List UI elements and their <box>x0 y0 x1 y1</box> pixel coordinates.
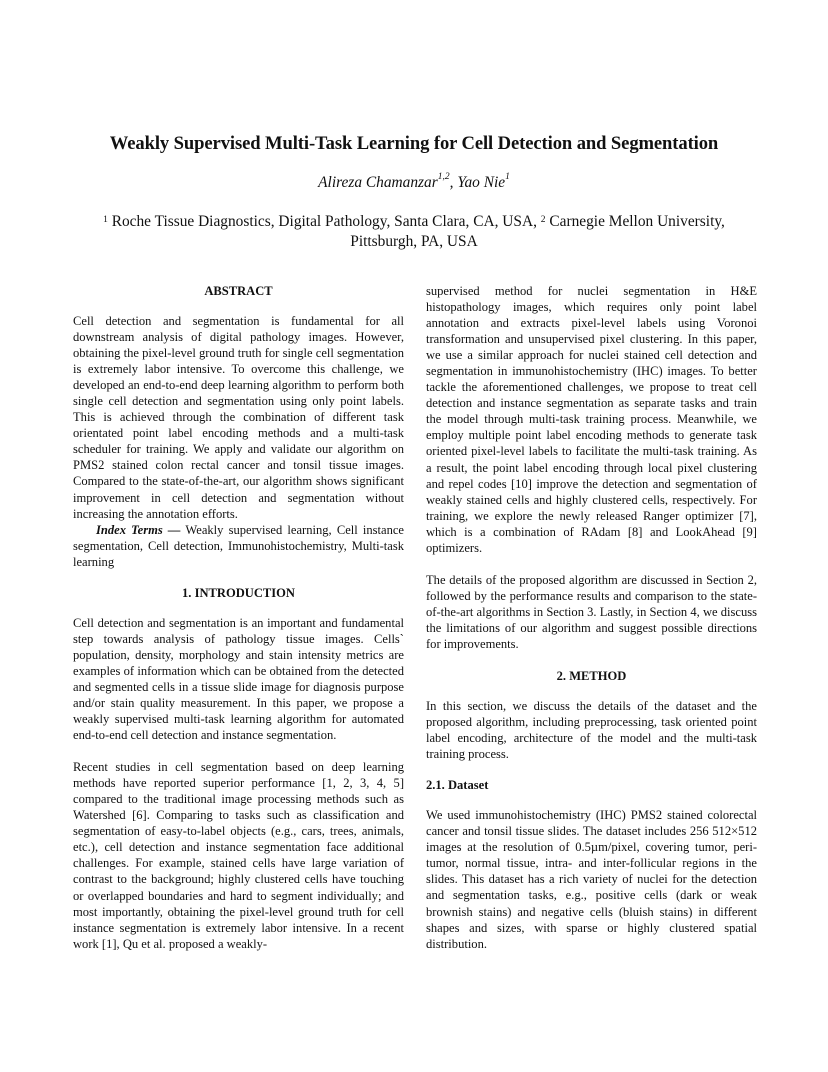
section-heading-method: 2. METHOD <box>556 669 627 684</box>
author-separator: , <box>449 174 458 191</box>
dataset-paragraph: We used immunohistochemistry (IHC) PMS2 stained colorectal cancer and tonsil tissue slides. The dataset includes 256 512×512 images at the resolution of 0.5µm/pixel, covering tumor, peri-tumor, normal tissue, intra- and inter-follicular regions in the slides. This dataset has a rich variety of nuclei for the detection and segmentation tasks, e.g., positive cells (dark or weak brownish stains) and negative cells (bluish stains) in different shapes and sizes, with sparse or highly clustered spatial distribution. <box>426 808 757 951</box>
right-column <box>426 283 757 952</box>
index-terms-list: Weakly supervised learning, Cell instance segmentation, Cell detection, Immunohistochemistry, Multi-task learning <box>73 522 405 569</box>
affiliation-marker: 1,2 <box>437 172 450 182</box>
intro-paragraph-2-continued: supervised method for nuclei segmentation in H&E histopathology images, which requires only point label annotation and extracts pixel-level labels using Voronoi transformation and unsupervised pixel clustering. In this paper, we use a similar approach for nuclei stained cell detection and segmentation in immunohistochemistry (IHC) images. To better tackle the aforementioned challenges, we propose to treat cell detection and instance segmentation as separate tasks and train the model through multi-task training process. Meanwhile, we employ multiple point label encoding methods to generate task oriented pixel-level labels to facilitate the multi-task training. As a result, the point label encoding through local pixel clustering and repel codes [10] improve the detection and segmentation of weakly stained cells and highly clustered cells, respectively. For training, we explore the newly released Ranger optimizer [7], which is a combination of RAdam [8] and LookAhead [9] optimizers. <box>426 284 757 555</box>
affiliations <box>70 212 758 252</box>
intro-paragraph-2: Recent studies in cell segmentation based on deep learning methods have reported superior performance [1, 2, 3, 4, 5] compared to the traditional image processing methods such as Watershed [6]. Comparing to tasks such as classification and segmentation of easy-to-label objects (e.g., cars, trees, animals, etc.), cell detection and instance segmentation face additional challenges. For example, stained cells have large variation of contrast to the background; highly clustered cells have touching or overlapped boundaries and hard to segment individually; and most importantly, obtaining the pixel-level ground truth for cell instance segmentation is extremely labor intensive. In a recent work [1], Qu et al. proposed a weakly- <box>73 760 404 951</box>
subsection-heading-dataset: 2.1. Dataset <box>426 778 489 793</box>
method-paragraph-1: In this section, we discuss the details of the dataset and the proposed algorithm, including preprocessing, task oriented point label encoding, architecture of the model and the multi-task training process. <box>426 699 757 762</box>
intro-paragraph-1: Cell detection and segmentation is an important and fundamental step towards analysis of pathology tissue images. Cells` population, density, morphology and stain intensity metrics are examples of information which can be obtained from the detected and segmented cells in a tissue slide image for diagnosis purpose and/or stain quality measurement. In this paper, we propose a weakly supervised multi-task learning algorithm for automated end-to-end cell detection and instance segmentation. <box>73 615 404 743</box>
left-column <box>73 283 404 952</box>
affiliation-text: Roche Tissue Diagnostics, Digital Pathology, Santa Clara, CA, USA, <box>107 213 541 230</box>
index-terms-label: Index Terms — <box>96 522 181 537</box>
author-list <box>40 174 788 192</box>
author-name: Alireza Chamanzar <box>318 174 438 191</box>
abstract-heading: ABSTRACT <box>204 284 273 298</box>
affiliation-marker: 1 <box>103 215 108 225</box>
paper-title: Weakly Supervised Multi-Task Learning for Cell Detection and Segmentation <box>109 133 719 154</box>
index-terms <box>73 522 404 570</box>
intro-paragraph-3: The details of the proposed algorithm are discussed in Section 2, followed by the performance results and comparison to the state-of-the-art algorithms in Section 3. Lastly, in Section 4, we discuss the limitations of our algorithm and suggest possible directions for improvements. <box>426 572 757 651</box>
abstract-body: Cell detection and segmentation is fundamental for all downstream analysis of digital pathology images. However, obtaining the pixel-level ground truth for single cell segmentation is extremely labor intensive. To overcome this challenge, we developed an end-to-end deep learning algorithm to perform both single cell detection and segmentation using only point labels. This is achieved through the combination of different task orientated point label encoding methods and a multi-task scheduler for training. We apply and validate our algorithm on PMS2 stained colon rectal cancer and tonsil tissue images. Compared to the state-of-the-art, our algorithm shows significant improvement in cell detection and segmentation without increasing the annotation efforts. <box>73 314 404 521</box>
affiliation-marker: 1 <box>505 172 510 182</box>
author-name: Yao Nie <box>457 174 506 191</box>
section-heading-introduction: 1. INTRODUCTION <box>182 585 295 600</box>
affiliation-marker: 2 <box>540 215 546 225</box>
affiliation-text: Carnegie Mellon University, Pittsburgh, PA, USA <box>350 213 725 250</box>
